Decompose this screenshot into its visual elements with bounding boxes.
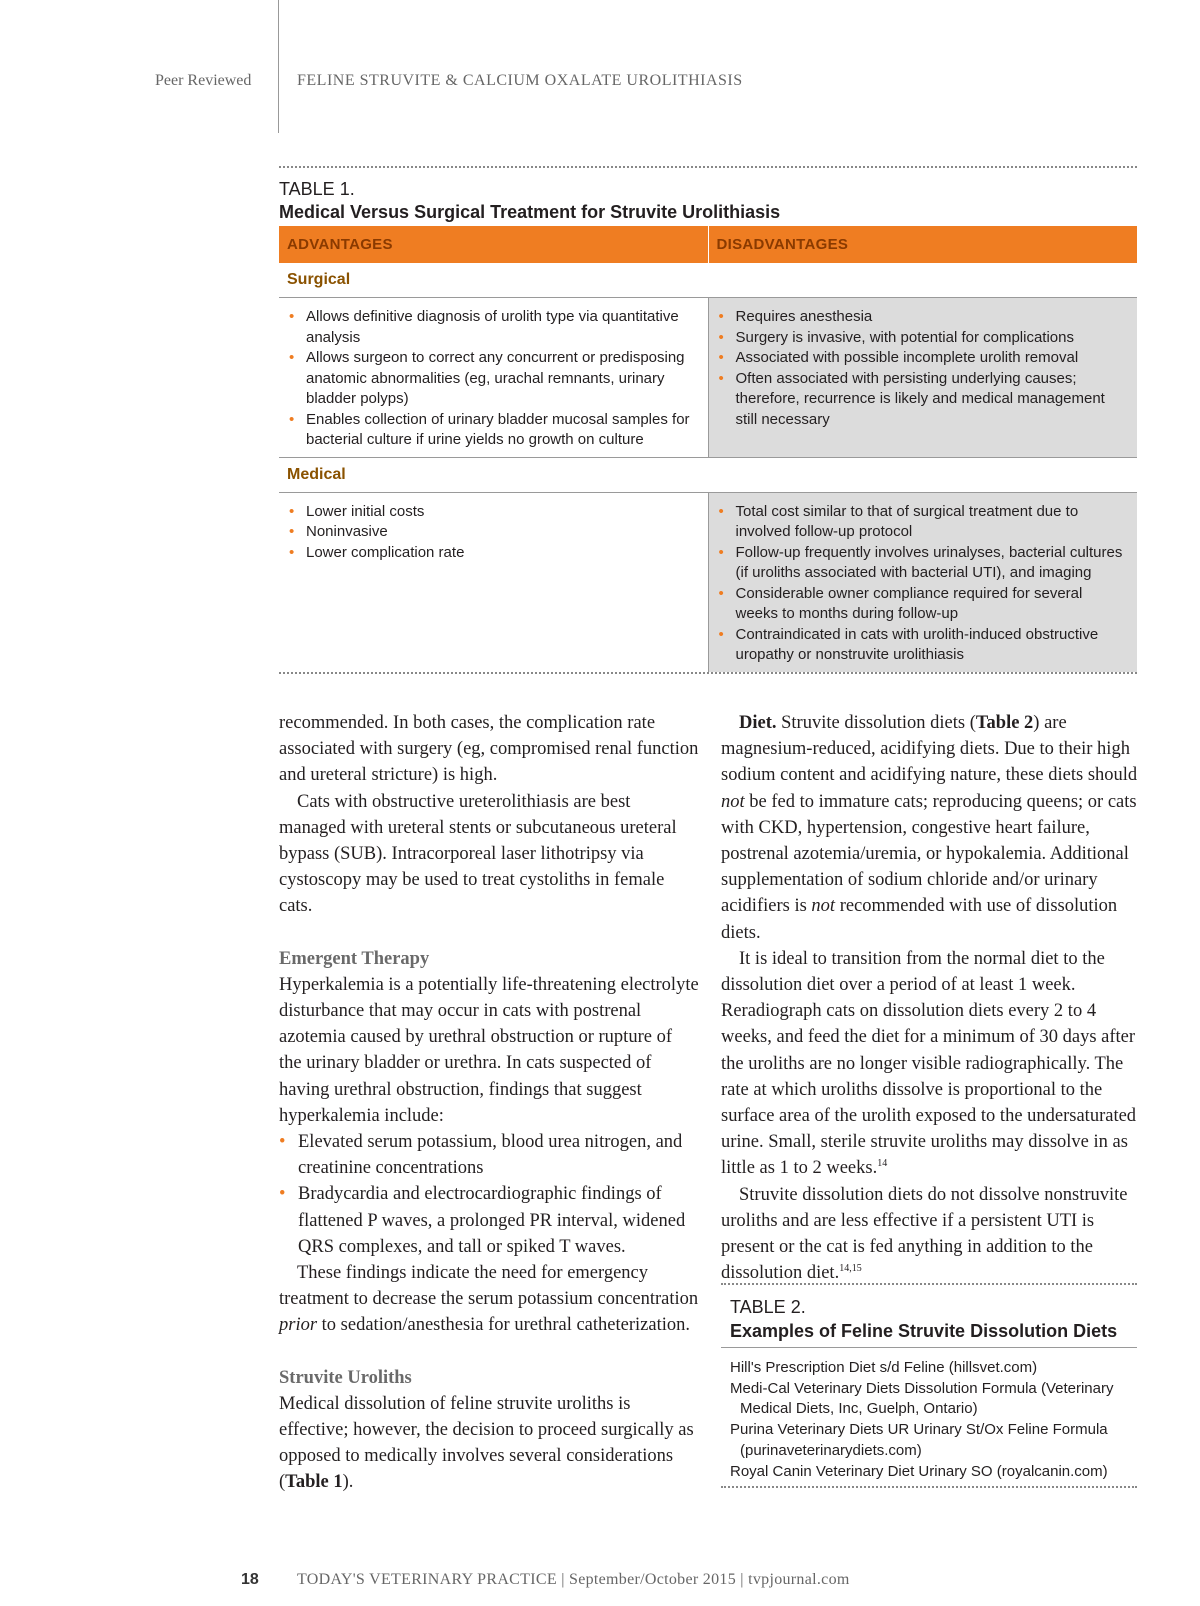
body-paragraph <box>721 1182 1141 1287</box>
body-paragraph <box>721 946 1141 1182</box>
subheading-emergent-therapy: Emergent Therapy <box>279 948 430 969</box>
text-run: It is ideal to transition from the normal diet to the dissolution diet over a period of at least 1 week. Reradiograph cats on dissolution diets every 2 to 4 weeks, and feed the diet for a minimum of 30 days after the uroliths are no longer visible radiographically. The rate at which uroliths dissolve is proportional to the surface area of the urolith exposed to the undersaturated urine. Small, sterile struvite uroliths may dissolve in as little as 1 to 2 weeks. <box>721 948 1137 1179</box>
table-1-header-row <box>279 226 1137 263</box>
section-label-surgical: Surgical <box>279 263 1137 298</box>
citation-superscript: 14,15 <box>839 1263 862 1275</box>
left-column <box>279 710 699 1496</box>
column-header-disadvantages: DISADVANTAGES <box>708 226 1138 263</box>
list-item: • Often associated with persisting underlying causes; therefore, recurrence is likely and medical management still necessary <box>717 369 1130 431</box>
diet-list <box>721 1348 1137 1486</box>
surgical-advantages-cell <box>279 298 708 457</box>
text-run: Struvite dissolution diets ( <box>776 713 976 733</box>
emphasis-text: not <box>721 791 745 812</box>
table-row-surgical <box>279 298 1137 458</box>
table-reference: Table 1 <box>285 1472 343 1493</box>
list-item: • Elevated serum potassium, blood urea nitrogen, and creatinine concentrations <box>279 1129 699 1181</box>
subheading-struvite-uroliths: Struvite Uroliths <box>279 1367 412 1388</box>
text-run: ) are magnesium-reduced, acidifying diets. Due to their high sodium content and acidifying nature, these diets should <box>721 713 1138 786</box>
list-item: • Surgery is invasive, with potential for complications <box>717 328 1130 349</box>
list-item: • Considerable owner compliance required for several weeks to months during follow-up <box>717 584 1130 625</box>
list-item: Medi-Cal Veterinary Diets Dissolution Formula (Veterinary Medical Diets, Inc, Guelph, Ontario) <box>730 1379 1114 1418</box>
article-running-title: FELINE STRUVITE & CALCIUM OXALATE UROLITHIASIS <box>297 72 743 89</box>
table-1-label: TABLE 1. <box>279 179 355 199</box>
right-column <box>721 710 1141 1286</box>
table-row-medical <box>279 493 1137 672</box>
list-item: • Contraindicated in cats with urolith-induced obstructive uropathy or nonstruvite urolithiasis <box>717 625 1130 666</box>
list-item: • Associated with possible incomplete urolith removal <box>717 348 1130 369</box>
text-run: ). <box>342 1472 354 1493</box>
body-paragraph <box>721 710 1141 946</box>
table-reference: Table 2 <box>975 713 1034 733</box>
text-run: These findings indicate the need for emergency treatment to decrease the serum potassium concentration <box>279 1263 699 1310</box>
list-item: • Noninvasive <box>287 522 700 543</box>
table-2-top-rule <box>721 1283 1137 1285</box>
list-item: • Follow-up frequently involves urinalyses, bacterial cultures (if uroliths associated with bacterial UTI), and imaging <box>717 543 1130 584</box>
table-2-bottom-rule <box>721 1486 1137 1488</box>
emphasis-text: not <box>811 896 836 917</box>
table-1 <box>279 166 1137 674</box>
text-run: Medical dissolution of feline struvite uroliths is effective; however, the decision to proceed surgically as opposed to medically involves several considerations ( <box>279 1393 694 1493</box>
table-1-bottom-rule <box>279 672 1137 674</box>
column-header-advantages: ADVANTAGES <box>287 236 393 253</box>
citation-superscript: 14 <box>877 1158 888 1170</box>
body-paragraph <box>279 1260 699 1339</box>
list-item: • Lower initial costs <box>287 502 700 523</box>
list-item: • Enables collection of urinary bladder mucosal samples for bacterial culture if urine yields no growth on culture <box>287 410 700 451</box>
table-1-top-rule <box>279 166 1137 168</box>
medical-disadvantages-cell <box>708 493 1138 672</box>
list-item: • Requires anesthesia <box>717 307 1130 328</box>
footer-publication-line: TODAY'S VETERINARY PRACTICE | September/October 2015 | tvpjournal.com <box>297 1571 850 1588</box>
header-divider <box>278 0 279 133</box>
list-item: • Total cost similar to that of surgical treatment due to involved follow-up protocol <box>717 502 1130 543</box>
table-1-title: Medical Versus Surgical Treatment for Struvite Urolithiasis <box>279 202 781 222</box>
text-run: recommended with use of dissolution diets. <box>721 896 1118 943</box>
body-paragraph <box>279 1391 699 1496</box>
body-paragraph: Hyperkalemia is a potentially life-threatening electrolyte disturbance that may occur in cats with postrenal azotemia caused by urethral obstruction or rupture of the urinary bladder or urethra. In cats suspected of having urethral obstruction, findings that suggest hyperkalemia include: <box>279 974 699 1126</box>
section-label-medical: Medical <box>279 458 1137 493</box>
list-item: Hill's Prescription Diet s/d Feline (hillsvet.com) <box>730 1359 1038 1376</box>
emphasis-text: prior <box>279 1315 318 1336</box>
table-2-label: TABLE 2. <box>730 1297 806 1317</box>
peer-reviewed-label: Peer Reviewed <box>155 72 252 89</box>
list-item: • Allows surgeon to correct any concurrent or predisposing anatomic abnormalities (eg, urachal remnants, urinary bladder polyps) <box>287 348 700 410</box>
page-number: 18 <box>241 1571 259 1588</box>
text-run: Struvite dissolution diets do not dissolve nonstruvite uroliths and are less effective if a persistent UTI is present or the cat is fed anything in addition to the dissolution diet. <box>721 1184 1128 1284</box>
body-paragraph: recommended. In both cases, the complication rate associated with surgery (eg, compromised renal function and ureteral stricture) is high. <box>279 713 699 786</box>
run-in-heading-diet: Diet. <box>739 713 777 733</box>
text-run: be fed to immature cats; reproducing queens; or cats with CKD, hypertension, congestive heart failure, postrenal azotemia/uremia, or hypokalemia. Additional supplementation of sodium chloride and/or urinary acidifiers is <box>721 791 1137 917</box>
body-paragraph: Cats with obstructive ureterolithiasis are best managed with ureteral stents or subcutaneous ureteral bypass (SUB). Intracorporeal laser lithotripsy via cystoscopy may be used to treat cystoliths in female cats. <box>279 791 677 917</box>
list-item: Purina Veterinary Diets UR Urinary St/Ox Feline Formula (purinaveterinarydiets.com) <box>730 1421 1108 1459</box>
table-2-title: Examples of Feline Struvite Dissolution Diets <box>721 1319 1137 1348</box>
hyperkalemia-findings-list <box>279 1129 699 1260</box>
list-item: Royal Canin Veterinary Diet Urinary SO (royalcanin.com) <box>730 1462 1108 1480</box>
table-2 <box>721 1283 1137 1488</box>
surgical-disadvantages-cell <box>708 298 1138 457</box>
text-run: to sedation/anesthesia for urethral catheterization. <box>317 1315 690 1336</box>
list-item: • Bradycardia and electrocardiographic findings of flattened P waves, a prolonged PR interval, widened QRS complexes, and tall or spiked T waves. <box>279 1181 699 1260</box>
medical-advantages-cell <box>279 493 708 672</box>
list-item: • Lower complication rate <box>287 543 700 564</box>
list-item: • Allows definitive diagnosis of urolith type via quantitative analysis <box>287 307 700 348</box>
